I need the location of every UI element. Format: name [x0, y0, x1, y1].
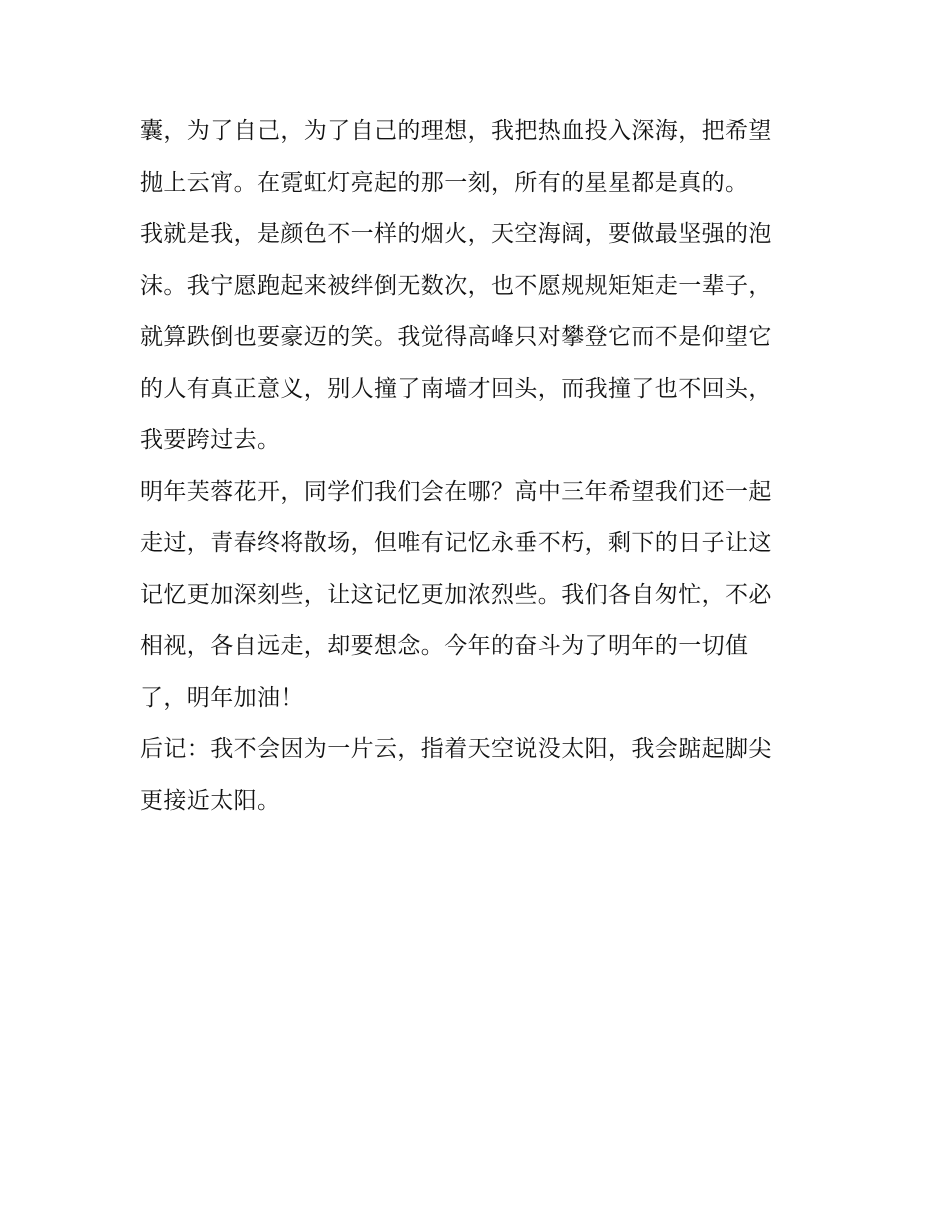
- text-line: 的人有真正意义，别人撞了南墙才回头，而我撞了也不回头，: [140, 375, 772, 402]
- text-line: 我就是我，是颜色不一样的烟火，天空海阔，要做最坚强的泡: [140, 221, 772, 247]
- text-line: 沫。我宁愿跑起来被绊倒无数次，也不愿规规矩矩走一辈子，: [140, 272, 772, 299]
- text-line: 就算跌倒也要豪迈的笑。我觉得高峰只对攀登它而不是仰望它: [140, 324, 772, 350]
- text-line: 明年芙蓉花开，同学们我们会在哪？高中三年希望我们还一起: [140, 478, 772, 505]
- essay-body: [140, 106, 812, 827]
- text-line: 我要跨过去。: [140, 427, 281, 453]
- text-line: 相视，各自远走，却要想念。今年的奋斗为了明年的一切值: [140, 633, 749, 659]
- text-line: 后记：我不会因为一片云，指着天空说没太阳，我会踮起脚尖: [140, 736, 772, 762]
- text-line: 更接近太阳。: [140, 787, 281, 814]
- text-line: 记忆更加深刻些，让这记忆更加浓烈些。我们各自匆忙，不必: [140, 581, 772, 608]
- text-line: 了，明年加油！: [140, 684, 304, 711]
- text-line: 走过，青春终将散场，但唯有记忆永垂不朽，剩下的日子让这: [140, 530, 772, 556]
- text-line: 囊，为了自己，为了自己的理想，我把热血投入深海，把希望: [140, 118, 772, 144]
- text-line: 抛上云宵。在霓虹灯亮起的那一刻，所有的星星都是真的。: [140, 169, 749, 196]
